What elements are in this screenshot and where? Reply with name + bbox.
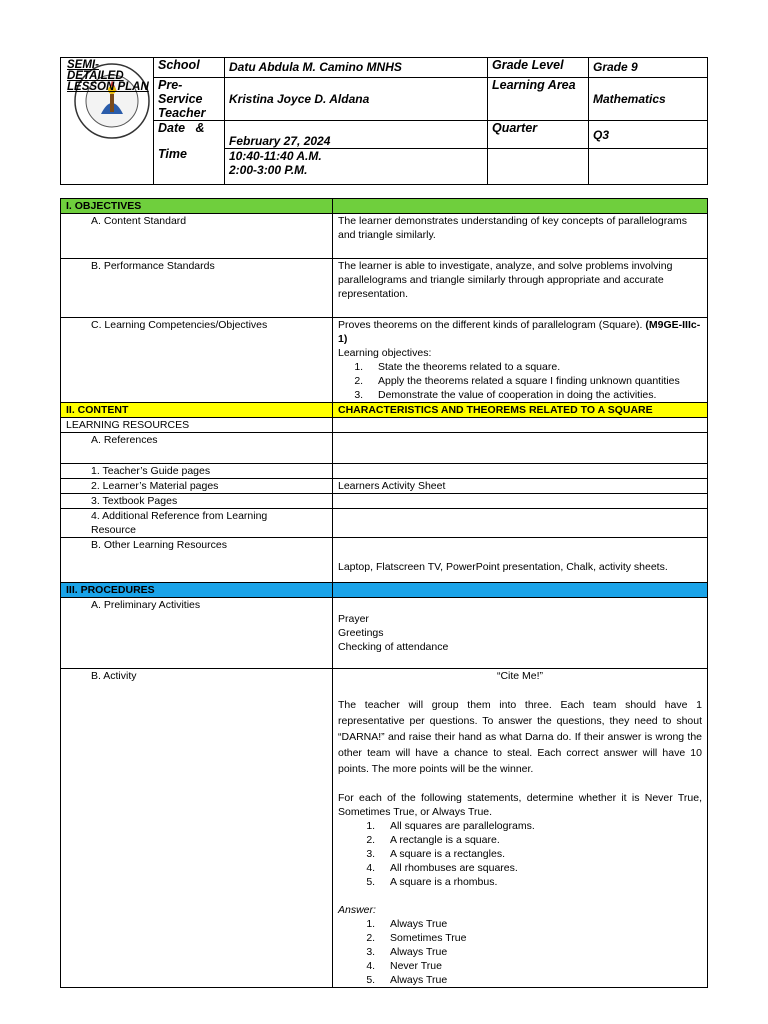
list-item: 5. Always True (378, 973, 702, 987)
additional-reference-line-1: 4. Additional Reference from Learning (91, 510, 268, 522)
other-resources-value: Laptop, Flatscreen TV, PowerPoint presentation, Chalk, activity sheets. (333, 538, 708, 583)
learning-objectives-list (338, 360, 702, 402)
document-type-label: SEMI- DETAILED LESSON PLAN (67, 59, 149, 93)
time-value-2: 2:00-3:00 P.M. (229, 163, 308, 177)
activity-title: “Cite Me!” (496, 670, 544, 682)
list-item: 3. A square is a rectangles. (378, 847, 702, 861)
activity-prompt: For each of the following statements, determine whether it is Never True, Sometimes True, or Always True. (338, 792, 702, 818)
textbook-label: 3. Textbook Pages (61, 494, 333, 509)
textbook-empty (333, 494, 708, 509)
list-item: 1. State the theorems related to a square. (366, 360, 702, 374)
date-label: Date & (158, 121, 205, 135)
quarter-empty-2 (589, 149, 708, 185)
learners-material-label: 2. Learner’s Material pages (61, 479, 333, 494)
content-value: CHARACTERISTICS AND THEOREMS RELATED TO A SQUARE (333, 403, 708, 418)
answer-label: Answer: (338, 904, 376, 916)
date-time-label (154, 121, 225, 185)
activity-cell (333, 669, 708, 988)
list-item: 1. Always True (378, 917, 702, 931)
list-item: 2. Sometimes True (378, 931, 702, 945)
content-standard-label: A. Content Standard (61, 214, 333, 259)
references-label: A. References (61, 433, 333, 464)
competency-cell (333, 318, 708, 403)
list-item: 4. Never True (378, 959, 702, 973)
statements-list (338, 819, 702, 889)
area-value: Mathematics (589, 78, 708, 121)
date-value: February 27, 2024 (225, 121, 488, 149)
additional-reference-empty (333, 509, 708, 538)
list-item: 2. Apply the theorems related a square I finding unknown quantities (366, 374, 702, 388)
grade-value: Grade 9 (589, 58, 708, 78)
time-value-1: 10:40-11:40 A.M. (229, 149, 322, 163)
performance-label: B. Performance Standards (61, 259, 333, 318)
teachers-guide-empty (333, 464, 708, 479)
references-empty (333, 433, 708, 464)
preliminary-label: A. Preliminary Activities (61, 598, 333, 669)
learning-objectives-label: Learning objectives: (338, 347, 432, 359)
teacher-value: Kristina Joyce D. Aldana (225, 78, 488, 121)
competency-code: (M9GE-IIIc-1) (338, 319, 701, 345)
competency-value: Proves theorems on the different kinds of parallelogram (Square). (338, 319, 643, 331)
resources-empty (333, 418, 708, 433)
answers-list (338, 917, 702, 987)
competency-label: C. Learning Competencies/Objectives (61, 318, 333, 403)
objectives-heading-right (333, 199, 708, 214)
list-item: 3. Always True (378, 945, 702, 959)
learners-material-value: Learners Activity Sheet (333, 479, 708, 494)
prelim-item: Prayer (338, 613, 369, 625)
teacher-label: Pre-Service Teacher (154, 78, 225, 121)
content-standard-value: The learner demonstrates understanding of key concepts of parallelograms and triangle similarly. (333, 214, 708, 259)
additional-reference-line-2: Resource (91, 524, 136, 536)
performance-value: The learner is able to investigate, analyze, and solve problems involving parallelograms and triangle similarly through appropriate and accurate representation. (333, 259, 708, 318)
teachers-guide-label: 1. Teacher’s Guide pages (61, 464, 333, 479)
logo-cell (61, 58, 154, 185)
list-item: 5. A square is a rhombus. (378, 875, 702, 889)
school-label: School (154, 58, 225, 78)
list-item: 2. A rectangle is a square. (378, 833, 702, 847)
resources-label: LEARNING RESOURCES (61, 418, 333, 433)
time-label: Time (158, 147, 187, 161)
activity-label: B. Activity (61, 669, 333, 988)
area-label: Learning Area (488, 78, 589, 121)
prelim-item: Checking of attendance (338, 641, 449, 653)
activity-instructions: The teacher will group them into three. Each team should have 1 representative per questions. To answer the questions, they need to shout “DARNA!” and raise their hand as what Darna do. If their answer is wrong the other team will have a chance to steal. Each correct answer will have 10 points. The more points will be the winner. (338, 699, 702, 775)
preliminary-cell (333, 598, 708, 669)
school-value: Datu Abdula M. Camino MNHS (225, 58, 488, 78)
quarter-label: Quarter (488, 121, 589, 149)
header-table (60, 57, 708, 185)
content-heading: II. CONTENT (61, 403, 333, 418)
list-item: 4. All rhombuses are squares. (378, 861, 702, 875)
grade-label: Grade Level (488, 58, 589, 78)
procedures-heading: III. PROCEDURES (61, 583, 333, 598)
other-resources-label: B. Other Learning Resources (61, 538, 333, 583)
additional-reference-label (61, 509, 333, 538)
prelim-item: Greetings (338, 627, 384, 639)
list-item: 3. Demonstrate the value of cooperation in doing the activities. (366, 388, 702, 402)
objectives-heading: I. OBJECTIVES (61, 199, 333, 214)
procedures-heading-right (333, 583, 708, 598)
list-item: 1. All squares are parallelograms. (378, 819, 702, 833)
quarter-value: Q3 (589, 121, 708, 149)
lesson-plan-table (60, 198, 708, 988)
time-value (225, 149, 488, 185)
quarter-empty (488, 149, 589, 185)
